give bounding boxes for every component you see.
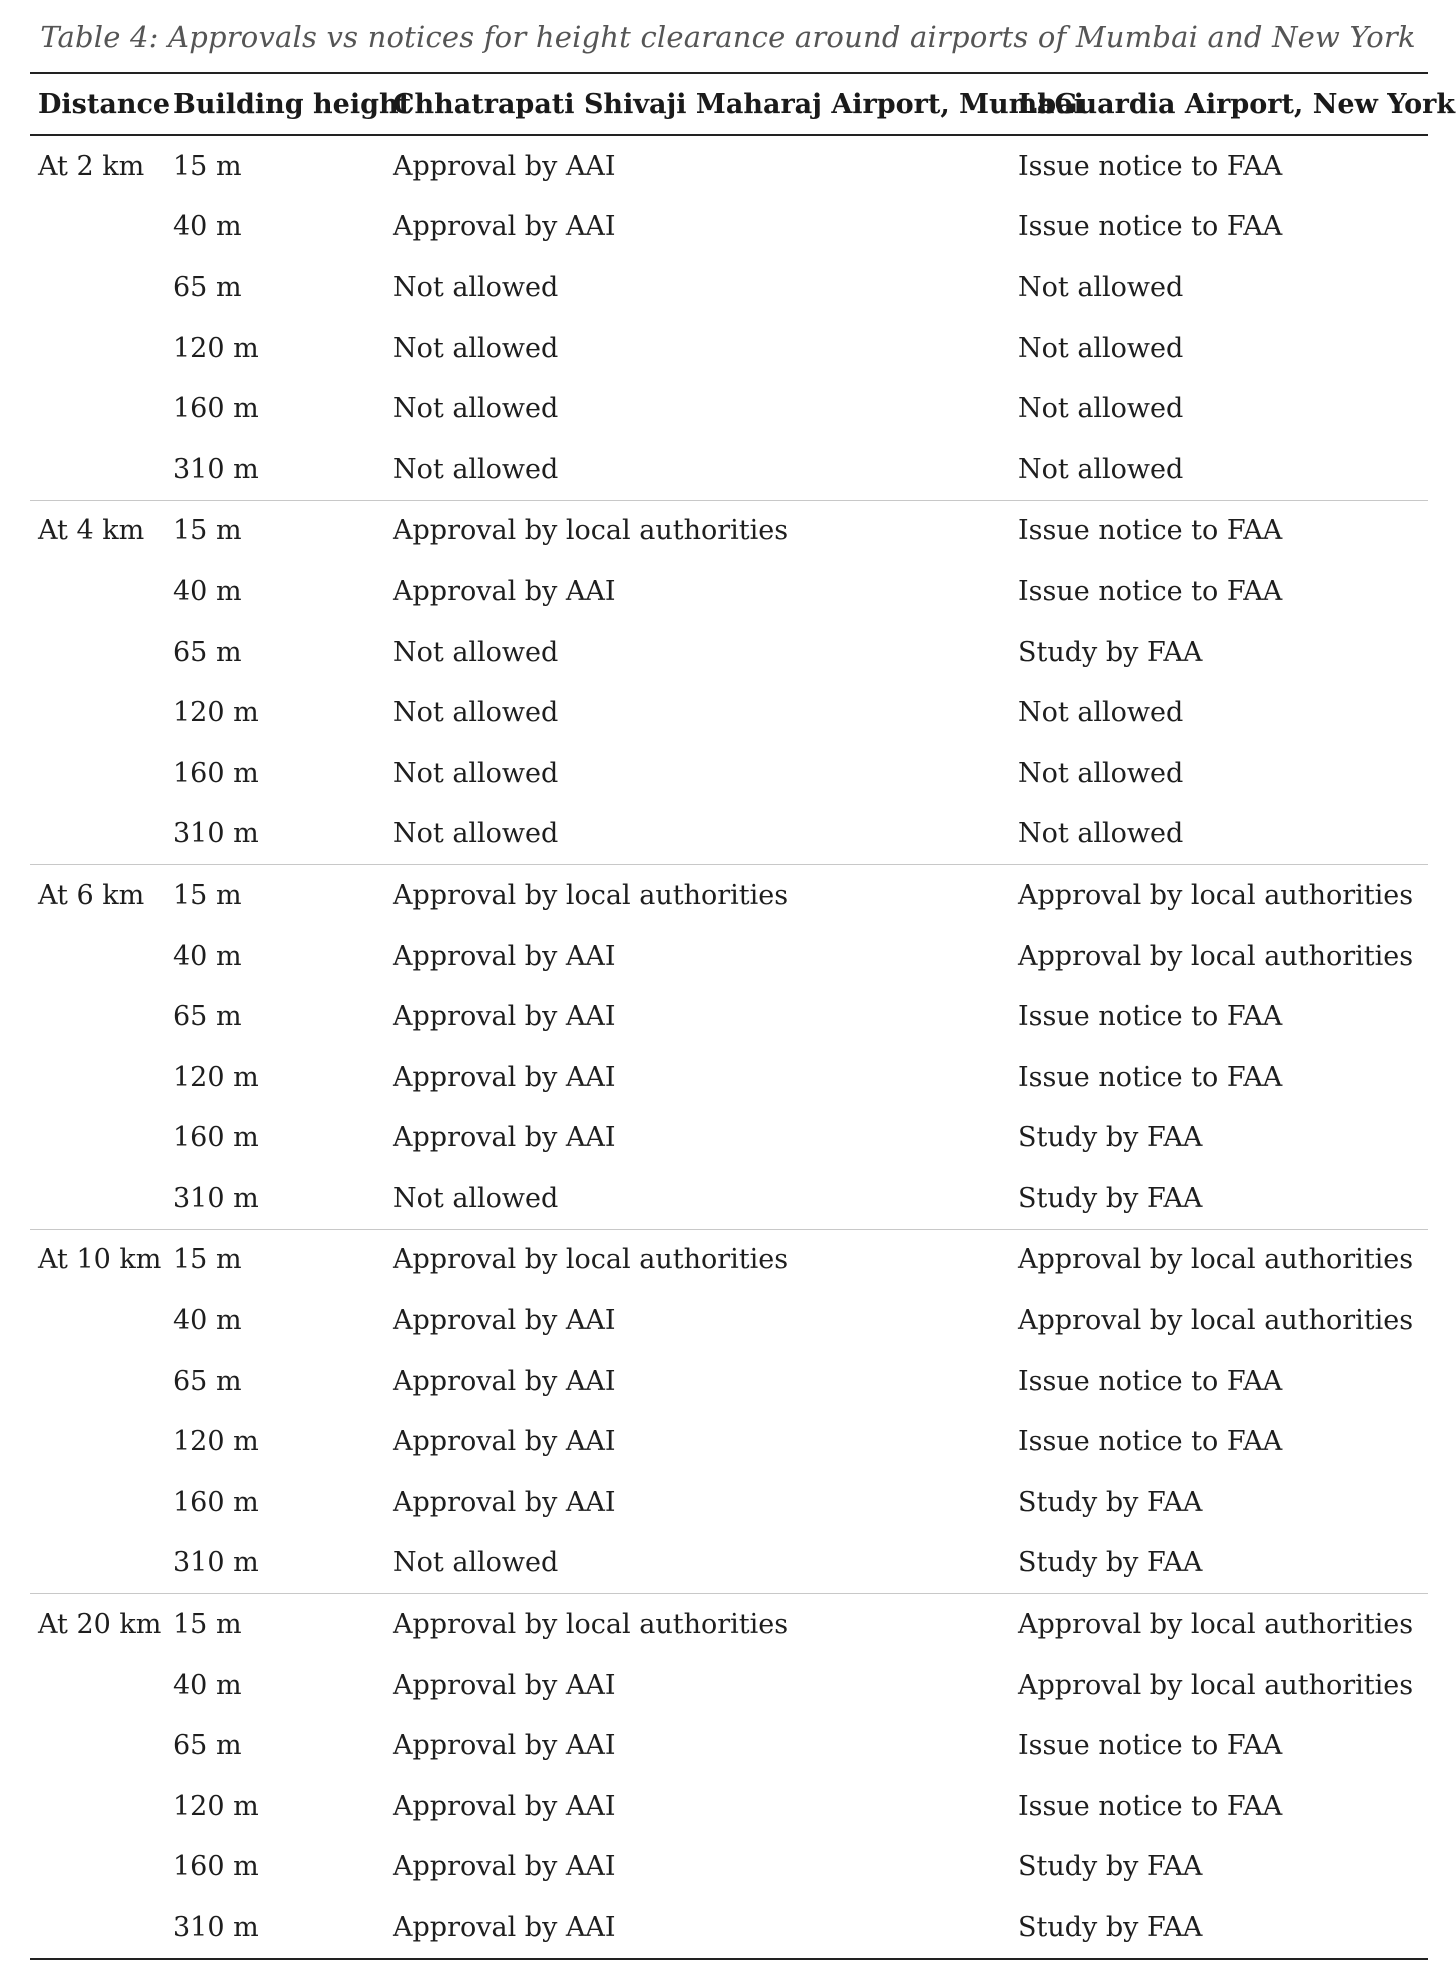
mumbai-cell: Approval by AAI (393, 1790, 616, 1822)
clearance-table (30, 72, 1456, 1960)
newyork-cell: Approval by local authorities (1018, 1669, 1414, 1701)
table-row (30, 1837, 1428, 1898)
table-row (30, 1776, 1428, 1837)
distance-cell (30, 804, 165, 865)
table-row (30, 561, 1428, 622)
newyork-cell: Approval by local authorities (1010, 1594, 1428, 1655)
building-height-cell: 120 m (173, 697, 259, 729)
building-height-cell: 15 m (165, 500, 385, 561)
table-body (30, 135, 1428, 1959)
table-caption: Table 4: Approvals vs notices for height clearance around airports of Mumbai and New York (40, 20, 1416, 54)
distance-cell (30, 439, 165, 500)
mumbai-cell: Not allowed (393, 271, 559, 303)
building-height-cell: 65 m (173, 636, 242, 668)
newyork-cell: Issue notice to FAA (1018, 1426, 1283, 1458)
table-row (30, 743, 1428, 804)
building-height-cell: 310 m (173, 818, 259, 850)
building-height-cell: 40 m (173, 575, 242, 607)
newyork-cell: Not allowed (1018, 697, 1184, 729)
table-row (30, 926, 1428, 987)
mumbai-cell: Approval by AAI (393, 575, 616, 607)
newyork-cell: Approval by local authorities (1018, 1305, 1414, 1337)
distance-cell (30, 1533, 165, 1594)
newyork-cell: Not allowed (1018, 271, 1184, 303)
mumbai-cell: Approval by AAI (393, 211, 616, 243)
building-height-cell: 15 m (165, 865, 385, 926)
building-height-cell: 160 m (173, 393, 259, 425)
mumbai-cell: Not allowed (393, 1547, 559, 1579)
building-height-cell: 15 m (165, 1229, 385, 1290)
newyork-cell: Approval by local authorities (1010, 1229, 1428, 1290)
table-row (30, 1715, 1428, 1776)
newyork-cell: Issue notice to FAA (1018, 575, 1283, 607)
newyork-cell: Issue notice to FAA (1018, 1061, 1283, 1093)
table-row (30, 197, 1428, 258)
mumbai-cell: Not allowed (393, 1182, 559, 1214)
mumbai-cell: Approval by local authorities (385, 865, 1010, 926)
mumbai-cell: Approval by AAI (393, 1061, 616, 1093)
distance-cell (30, 561, 165, 622)
building-height-cell: 120 m (173, 332, 259, 364)
distance-cell: At 6 km (30, 865, 165, 926)
newyork-cell: Issue notice to FAA (1018, 211, 1283, 243)
header-distance: Distance (30, 73, 165, 135)
table-row (30, 318, 1428, 379)
distance-cell (30, 1472, 165, 1533)
header-building-height: Building height (165, 73, 385, 135)
distance-cell (30, 1290, 165, 1351)
table-row (30, 1655, 1428, 1716)
distance-cell: At 4 km (30, 500, 165, 561)
newyork-cell: Issue notice to FAA (1018, 150, 1283, 182)
table-row (30, 1047, 1428, 1108)
mumbai-cell: Not allowed (393, 818, 559, 850)
distance-cell (30, 1715, 165, 1776)
table-row (30, 804, 1428, 865)
newyork-cell: Issue notice to FAA (1010, 500, 1428, 561)
newyork-cell: Approval by local authorities (1018, 940, 1414, 972)
newyork-cell: Study by FAA (1018, 1547, 1203, 1579)
table-row (30, 1594, 1428, 1655)
newyork-cell: Not allowed (1018, 393, 1184, 425)
building-height-cell: 310 m (173, 1182, 259, 1214)
building-height-cell: 15 m (165, 1594, 385, 1655)
mumbai-cell: Approval by AAI (393, 1122, 616, 1154)
table-row (30, 500, 1428, 561)
newyork-cell: Not allowed (1018, 332, 1184, 364)
newyork-cell: Not allowed (1018, 757, 1184, 789)
mumbai-cell: Not allowed (393, 332, 559, 364)
mumbai-cell: Approval by AAI (393, 150, 616, 182)
table-row (30, 1533, 1428, 1594)
distance-cell (30, 1655, 165, 1716)
building-height-cell: 15 m (173, 150, 242, 182)
distance-cell (30, 682, 165, 743)
newyork-cell: Study by FAA (1018, 1486, 1203, 1518)
table-row (30, 1168, 1428, 1229)
table-row (30, 622, 1428, 683)
building-height-cell: 310 m (173, 453, 259, 485)
mumbai-cell: Approval by AAI (393, 1001, 616, 1033)
building-height-cell: 65 m (173, 1730, 242, 1762)
mumbai-cell: Approval by AAI (393, 1730, 616, 1762)
building-height-cell: 40 m (173, 940, 242, 972)
table-row (30, 986, 1428, 1047)
distance-cell: At 20 km (30, 1594, 165, 1655)
table-row (30, 1290, 1428, 1351)
building-height-cell: 310 m (165, 1897, 385, 1959)
mumbai-cell: Not allowed (393, 697, 559, 729)
table-row (30, 378, 1428, 439)
newyork-cell: Study by FAA (1018, 1182, 1203, 1214)
distance-cell (30, 1351, 165, 1412)
building-height-cell: 65 m (173, 1365, 242, 1397)
distance-cell (30, 622, 165, 683)
mumbai-cell: Approval by AAI (393, 1851, 616, 1883)
newyork-cell: Issue notice to FAA (1018, 1790, 1283, 1822)
distance-cell (30, 1108, 165, 1169)
table-row (30, 1351, 1428, 1412)
table-row (30, 1229, 1428, 1290)
distance-cell (30, 197, 165, 258)
table-row (30, 682, 1428, 743)
table-row (30, 1897, 1428, 1959)
distance-cell (30, 1047, 165, 1108)
header-row (30, 73, 1428, 135)
table-row (30, 439, 1428, 500)
table-row (30, 257, 1428, 318)
table-row (30, 1108, 1428, 1169)
mumbai-cell: Approval by AAI (385, 1897, 1010, 1959)
mumbai-cell: Approval by AAI (393, 1426, 616, 1458)
building-height-cell: 160 m (173, 1122, 259, 1154)
building-height-cell: 65 m (173, 271, 242, 303)
header-mumbai-airport: Chhatrapati Shivaji Maharaj Airport, Mumbai (385, 73, 1010, 135)
building-height-cell: 160 m (173, 1486, 259, 1518)
building-height-cell: 160 m (173, 757, 259, 789)
distance-cell (30, 378, 165, 439)
building-height-cell: 40 m (173, 1669, 242, 1701)
newyork-cell: Issue notice to FAA (1018, 1001, 1283, 1033)
table-row (30, 865, 1428, 926)
mumbai-cell: Approval by local authorities (385, 1229, 1010, 1290)
building-height-cell: 120 m (173, 1790, 259, 1822)
newyork-cell: Study by FAA (1018, 1122, 1203, 1154)
newyork-cell: Study by FAA (1018, 1851, 1203, 1883)
building-height-cell: 120 m (173, 1426, 259, 1458)
distance-cell (30, 257, 165, 318)
distance-cell (30, 1837, 165, 1898)
distance-cell (30, 1411, 165, 1472)
mumbai-cell: Approval by AAI (393, 1486, 616, 1518)
newyork-cell: Study by FAA (1018, 636, 1203, 668)
table-row (30, 1472, 1428, 1533)
mumbai-cell: Not allowed (393, 453, 559, 485)
distance-cell (30, 1776, 165, 1837)
distance-cell (30, 986, 165, 1047)
distance-cell (30, 926, 165, 987)
mumbai-cell: Not allowed (393, 757, 559, 789)
building-height-cell: 160 m (173, 1851, 259, 1883)
building-height-cell: 65 m (173, 1001, 242, 1033)
building-height-cell: 40 m (173, 211, 242, 243)
table-row (30, 1411, 1428, 1472)
mumbai-cell: Approval by local authorities (385, 1594, 1010, 1655)
table-row (30, 135, 1428, 197)
distance-cell: At 10 km (30, 1229, 165, 1290)
newyork-cell: Approval by local authorities (1010, 865, 1428, 926)
distance-cell (30, 1168, 165, 1229)
newyork-cell: Issue notice to FAA (1018, 1730, 1283, 1762)
mumbai-cell: Approval by AAI (393, 1305, 616, 1337)
distance-cell: At 2 km (38, 150, 145, 182)
distance-cell (30, 743, 165, 804)
mumbai-cell: Approval by AAI (393, 1669, 616, 1701)
mumbai-cell: Approval by local authorities (385, 500, 1010, 561)
newyork-cell: Not allowed (1018, 818, 1184, 850)
newyork-cell: Issue notice to FAA (1018, 1365, 1283, 1397)
mumbai-cell: Not allowed (393, 393, 559, 425)
mumbai-cell: Not allowed (393, 636, 559, 668)
mumbai-cell: Approval by AAI (393, 940, 616, 972)
newyork-cell: Study by FAA (1010, 1897, 1428, 1959)
distance-cell (30, 1897, 165, 1959)
distance-cell (30, 318, 165, 379)
building-height-cell: 310 m (173, 1547, 259, 1579)
building-height-cell: 120 m (173, 1061, 259, 1093)
mumbai-cell: Approval by AAI (393, 1365, 616, 1397)
building-height-cell: 40 m (173, 1305, 242, 1337)
newyork-cell: Not allowed (1018, 453, 1184, 485)
header-laguardia-airport: LaGuardia Airport, New York (1010, 73, 1428, 135)
